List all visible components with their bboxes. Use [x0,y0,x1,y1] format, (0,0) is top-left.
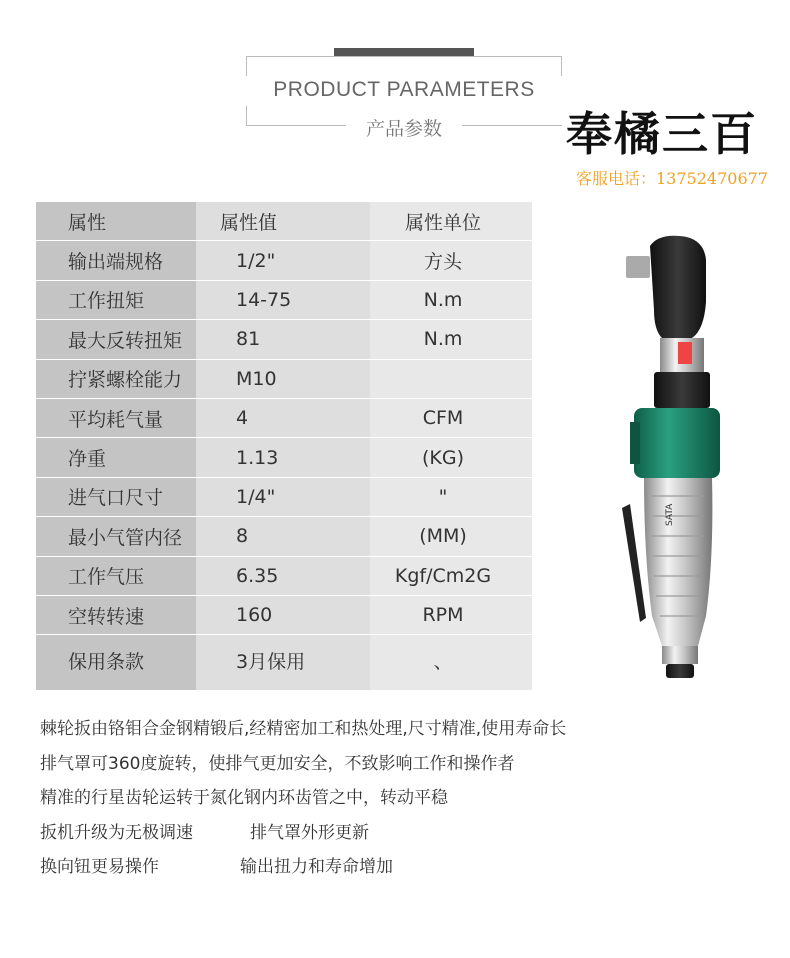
param-name-cell: 最小气管内径 [36,517,196,555]
table-header-row [36,202,532,241]
header-frame-left [246,56,247,76]
table-header-cell: 属性 [36,202,196,240]
table-row [36,438,532,477]
feature-line: 扳机升级为无极调速 排气罩外形更新 [40,822,369,843]
param-value-cell: 8 [196,517,370,555]
param-unit-cell: 方头 [370,241,532,279]
param-unit-cell [370,360,532,398]
feature-line: 换向钮更易操作 输出扭力和寿命增加 [40,857,393,877]
table-row [36,399,532,438]
page-subtitle: 产品参数 [365,118,442,140]
feature-line: 棘轮扳由铬钼合金钢精锻后,经精密加工和热处理,尺寸精准,使用寿命长 [40,719,567,739]
table-row [36,478,532,517]
brand-logo: 奉橘三百 [566,107,758,161]
table-row [36,281,532,320]
table-row [36,635,532,691]
table-row [36,320,532,359]
table-header-cell: 属性单位 [370,202,532,240]
param-unit-cell: Kgf/Cm2G [370,557,532,595]
feature-line: 排气罩可360度旋转，使排气更加安全，不致影响工作和操作者 [40,753,515,774]
param-name-cell: 空转转速 [36,596,196,634]
param-name-cell: 拧紧螺栓能力 [36,360,196,398]
param-name-cell: 工作扭矩 [36,281,196,319]
param-value-cell: 1/4" [196,478,370,516]
param-unit-cell: 、 [370,635,532,690]
table-header-cell: 属性值 [196,202,370,240]
ratchet-wrench-image [600,226,740,686]
param-name-cell: 净重 [36,438,196,476]
param-unit-cell: CFM [370,399,532,437]
param-unit-cell: N.m [370,281,532,319]
param-value-cell: 1/2" [196,241,370,279]
header-frame-top [246,56,562,57]
param-unit-cell: RPM [370,596,532,634]
table-row [36,517,532,556]
param-unit-cell: (KG) [370,438,532,476]
param-name-cell: 保用条款 [36,635,196,690]
param-unit-cell: " [370,478,532,516]
header-frame-right [561,56,562,76]
table-row [36,596,532,635]
param-value-cell: 14-75 [196,281,370,319]
param-value-cell: 160 [196,596,370,634]
parameter-table [36,202,532,691]
header-accent-bar [334,48,474,56]
table-row [36,360,532,399]
feature-description [40,716,780,889]
page-title: PRODUCT PARAMETERS [273,78,535,101]
param-name-cell: 最大反转扭矩 [36,320,196,358]
brand-phone: 客服电话：13752470677 [576,169,768,188]
table-row [36,557,532,596]
param-value-cell: 3月保用 [196,635,370,690]
param-value-cell: 4 [196,399,370,437]
feature-line: 精准的行星齿轮运转于氮化钢内环齿管之中，转动平稳 [40,788,448,808]
param-value-cell: 6.35 [196,557,370,595]
param-value-cell: 81 [196,320,370,358]
param-name-cell: 进气口尺寸 [36,478,196,516]
tool-brand-label: SATA [665,503,675,526]
table-row [36,241,532,280]
param-unit-cell: N.m [370,320,532,358]
param-value-cell: M10 [196,360,370,398]
param-name-cell: 工作气压 [36,557,196,595]
param-name-cell: 输出端规格 [36,241,196,279]
param-unit-cell: (MM) [370,517,532,555]
param-name-cell: 平均耗气量 [36,399,196,437]
param-value-cell: 1.13 [196,438,370,476]
